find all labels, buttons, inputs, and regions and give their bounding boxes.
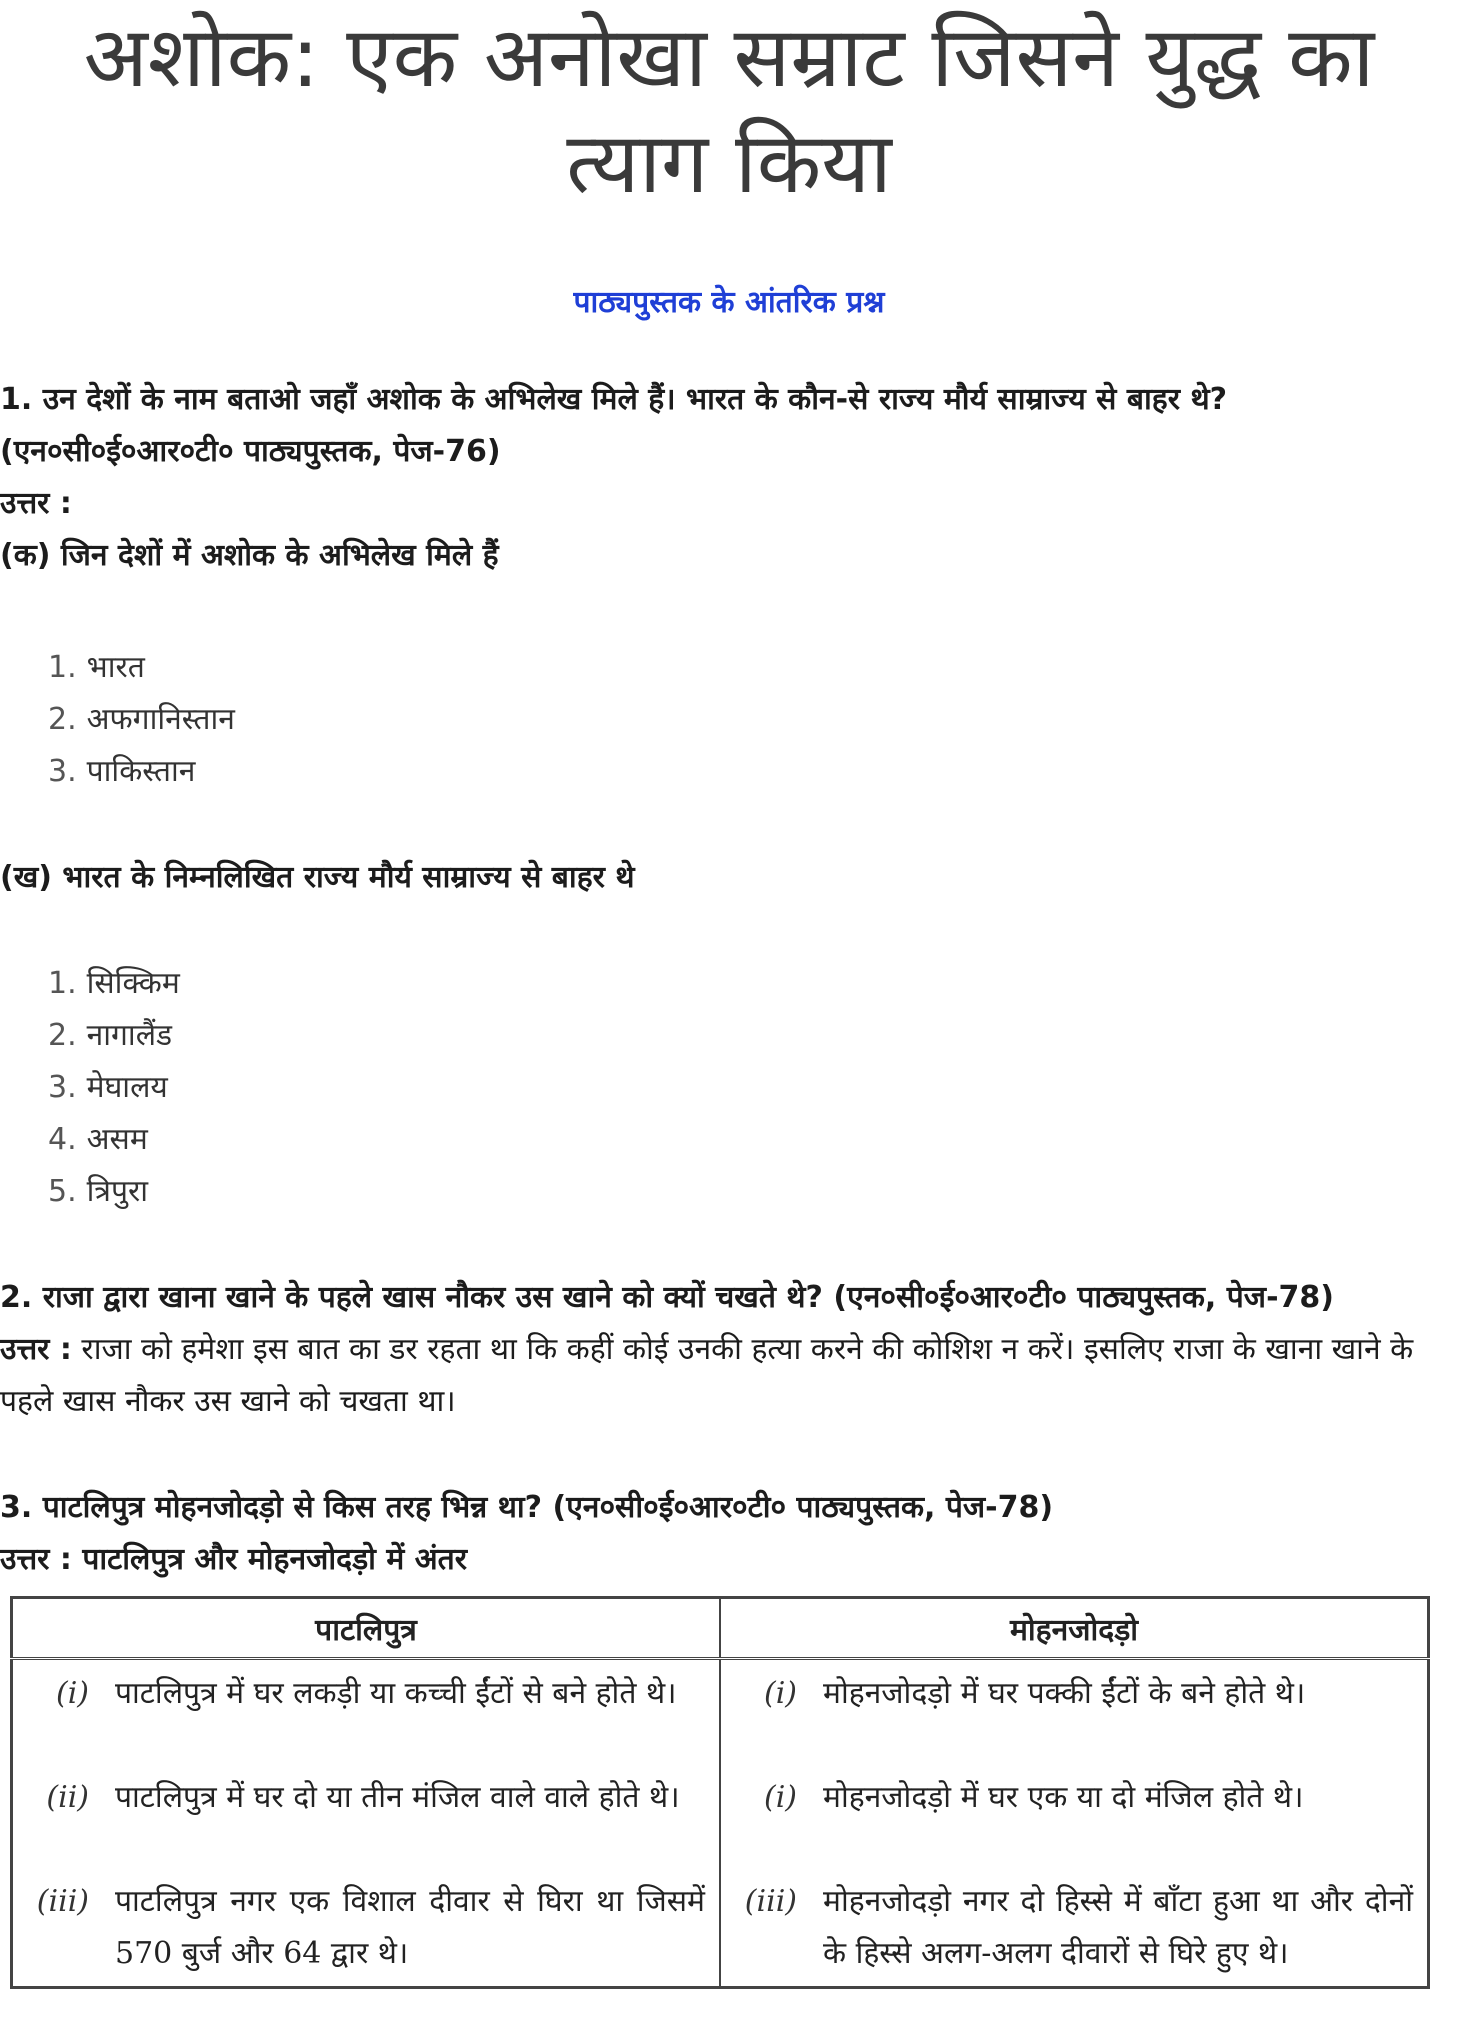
answer-label: उत्तर : <box>0 1332 72 1367</box>
table-point: (i) पाटलिपुत्र में घर लकड़ी या कच्ची ईंटों से बने होते थे। <box>55 1676 677 1711</box>
question-1 <box>0 374 1450 582</box>
question-3 <box>0 1482 1450 1586</box>
list-item: 4. असम <box>48 1122 148 1157</box>
section-subtitle: पाठ्यपुस्तक के आंतरिक प्रश्न <box>573 285 885 320</box>
page-title: अशोक: एक अनोखा सम्राट जिसने युद्ध का त्याग किया <box>83 8 1375 212</box>
question-1-text: 1. उन देशों के नाम बताओ जहाँ अशोक के अभिलेख मिले हैं। भारत के कौन-से राज्य मौर्य साम्राज्य से बाहर थे? <box>0 382 1228 417</box>
part-b-list <box>0 958 1450 1218</box>
question-2-text: 2. राजा द्वारा खाना खाने के पहले खास नौकर उस खाने को क्यों चखते थे? (एन०सी०ई०आर०टी० पाठ्यपुस्तक, पेज-78) <box>0 1280 1334 1315</box>
column-header-pataliputra: पाटलिपुत्र <box>12 1598 721 1659</box>
question-2-answer <box>0 1324 1450 1428</box>
answer-label: उत्तर : <box>0 486 72 521</box>
table-point: (ii) पाटलिपुत्र में घर दो या तीन मंजिल वाले वाले होते थे। <box>46 1780 680 1815</box>
list-item: 5. त्रिपुरा <box>48 1174 149 1209</box>
part-a-list <box>0 642 1450 798</box>
part-b <box>0 852 1450 904</box>
question-3-answer-heading: उत्तर : पाटलिपुत्र और मोहनजोदड़ो में अंतर <box>0 1542 468 1577</box>
list-item: 2. अफगानिस्तान <box>48 702 235 737</box>
table-row <box>12 1659 1429 1988</box>
column-header-mohenjodaro: मोहनजोदड़ो <box>720 1598 1429 1659</box>
part-b-heading: (ख) भारत के निम्नलिखित राज्य मौर्य साम्राज्य से बाहर थे <box>0 860 635 895</box>
table-point: (i) मोहनजोदड़ो में घर एक या दो मंजिल होते थे। <box>763 1780 1304 1815</box>
question-2 <box>0 1272 1450 1428</box>
part-a-list-wrap <box>0 642 1450 798</box>
list-item: 3. मेघालय <box>48 1070 168 1105</box>
list-item: 1. सिक्किम <box>48 966 180 1001</box>
answer-text: राजा को हमेशा इस बात का डर रहता था कि कहीं कोई उनकी हत्या करने की कोशिश न करें। इसलिए राजा के खाना खाने के पहले खास नौकर उस खाने को चखता था। <box>0 1332 1414 1419</box>
question-3-text: 3. पाटलिपुत्र मोहनजोदड़ो से किस तरह भिन्न था? (एन०सी०ई०आर०टी० पाठ्यपुस्तक, पेज-78) <box>0 1490 1054 1525</box>
list-item: 3. पाकिस्तान <box>48 754 196 789</box>
list-item: 2. नागालैंड <box>48 1018 173 1053</box>
table-header-row <box>12 1598 1429 1659</box>
table-point: (iii) पाटलिपुत्र नगर एक विशाल दीवार से घिरा था जिसमें 570 बुर्ज और 64 द्वार थे। <box>36 1884 705 1971</box>
pataliputra-cell <box>12 1659 721 1988</box>
list-item: 1. भारत <box>48 650 145 685</box>
part-a-heading: (क) जिन देशों में अशोक के अभिलेख मिले हैं <box>0 538 499 573</box>
question-1-reference: (एन०सी०ई०आर०टी० पाठ्यपुस्तक, पेज-76) <box>0 434 501 469</box>
table-point: (i) मोहनजोदड़ो में घर पक्की ईंटों के बने होते थे। <box>763 1676 1306 1711</box>
mohenjodaro-cell <box>720 1659 1429 1988</box>
comparison-table <box>10 1596 1430 1989</box>
part-b-list-wrap <box>0 958 1450 1218</box>
table-point: (iii) मोहनजोदड़ो नगर दो हिस्से में बाँटा हुआ था और दोनों के हिस्से अलग-अलग दीवारों से घिरे हुए थे। <box>744 1884 1413 1971</box>
